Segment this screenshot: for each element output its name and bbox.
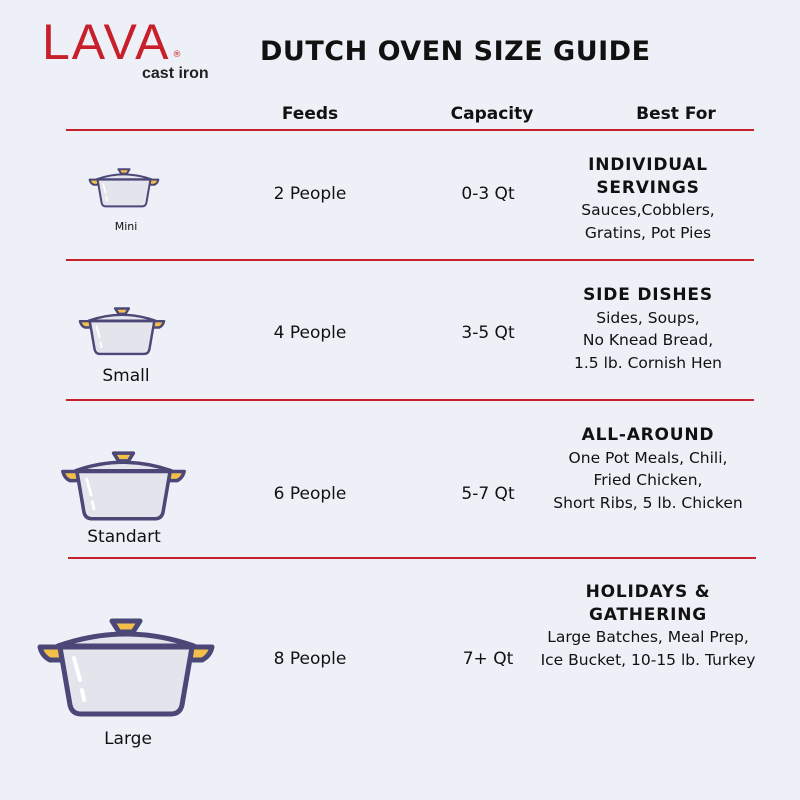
best-for-cell xyxy=(528,284,768,374)
feeds-value: 8 People xyxy=(273,649,347,669)
size-label: Mini xyxy=(114,220,138,233)
best-for-cell xyxy=(528,154,768,244)
best-for-item: Fried Chicken, xyxy=(593,471,703,489)
divider xyxy=(66,399,754,401)
dutch-oven-icon xyxy=(78,307,166,356)
best-for-item: Gratins, Pot Pies xyxy=(584,223,712,242)
best-for-item: Sides, Soups, xyxy=(596,308,700,327)
capacity-value: 5-7 Qt xyxy=(461,484,515,504)
best-for-item: Ice Bucket, 10-15 lb. Turkey xyxy=(540,650,756,669)
divider xyxy=(66,129,754,131)
divider xyxy=(66,259,754,261)
feeds-value: 6 People xyxy=(273,484,347,504)
capacity-value: 3-5 Qt xyxy=(461,323,515,343)
size-label: Standart xyxy=(87,527,161,547)
registered-mark: ® xyxy=(172,50,182,60)
lava-logo xyxy=(42,14,232,84)
best-for-heading: INDIVIDUAL SERVINGS xyxy=(588,155,708,198)
best-for-item: Sauces,Cobblers, xyxy=(581,201,715,219)
size-label: Small xyxy=(102,366,150,386)
feeds-value: 2 People xyxy=(273,184,347,204)
dutch-oven-icon xyxy=(36,618,216,718)
best-for-heading: HOLIDAYS & GATHERING xyxy=(585,582,711,625)
best-for-cell xyxy=(528,424,768,514)
dutch-oven-icon xyxy=(60,451,187,522)
logo-wordmark: LAVA xyxy=(42,14,171,70)
best-for-item: Large Batches, Meal Prep, xyxy=(547,628,749,646)
logo-wordmark-row xyxy=(42,14,182,70)
header-feeds: Feeds xyxy=(281,104,339,124)
divider xyxy=(68,557,756,559)
feeds-value: 4 People xyxy=(273,323,347,343)
header-best-for: Best For xyxy=(636,104,716,124)
logo-tagline: cast iron xyxy=(142,65,209,82)
best-for-heading: SIDE DISHES xyxy=(583,285,713,305)
best-for-heading: ALL-AROUND xyxy=(581,425,715,445)
header-capacity: Capacity xyxy=(450,104,534,124)
page-title: DUTCH OVEN SIZE GUIDE xyxy=(260,36,651,67)
best-for-item: Short Ribs, 5 lb. Chicken xyxy=(553,493,743,512)
dutch-oven-icon xyxy=(88,168,160,208)
best-for-cell xyxy=(528,581,768,671)
capacity-value: 7+ Qt xyxy=(462,649,514,669)
capacity-value: 0-3 Qt xyxy=(461,184,515,204)
best-for-item: 1.5 lb. Cornish Hen xyxy=(574,353,722,372)
best-for-item: No Knead Bread, xyxy=(582,331,714,349)
best-for-item: One Pot Meals, Chili, xyxy=(568,448,728,467)
size-label: Large xyxy=(104,729,152,749)
